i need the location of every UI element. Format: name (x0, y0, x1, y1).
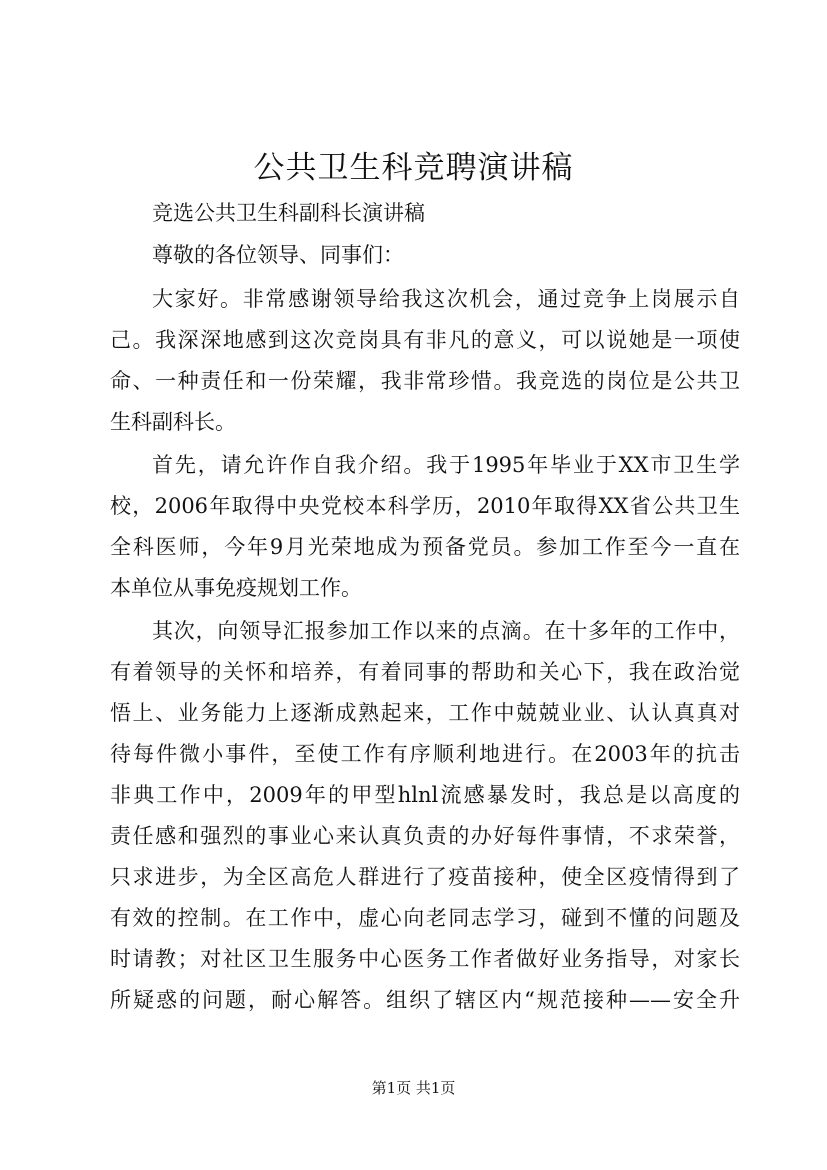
paragraph-line: 首先，请允许作自我介绍。我于1995年毕业于XX市卫生学 (152, 453, 740, 477)
paragraph-line: 己。我深深地感到这次竞岗具有非凡的意义，可以说她是一项使 (110, 328, 740, 352)
paragraph-line: 只求进步，为全区高危人群进行了疫苗接种，使全区疫情得到了 (110, 865, 740, 889)
paragraph-line: 本单位从事免疫规划工作。 (110, 576, 362, 600)
paragraph-line: 校，2006年取得中央党校本科学历，2010年取得XX省公共卫生 (110, 494, 740, 518)
paragraph-line: 有效的控制。在工作中，虚心向老同志学习，碰到不懂的问题及 (110, 906, 740, 930)
paragraph-line: 所疑惑的问题，耐心解答。组织了辖区内“规范接种——安全升 (110, 988, 740, 1012)
paragraph-line: 责任感和强烈的事业心来认真负责的办好每件事情，不求荣誉， (110, 824, 740, 848)
salutation-line: 尊敬的各位领导、同事们： (152, 243, 404, 267)
subtitle-line: 竞选公共卫生科副科长演讲稿 (152, 201, 425, 225)
paragraph-line: 时请教；对社区卫生服务中心医务工作者做好业务指导，对家长 (110, 947, 740, 971)
paragraph-line: 非典工作中，2009年的甲型hlnl流感暴发时，我总是以高度的 (110, 783, 740, 807)
paragraph-line: 有着领导的关怀和培养，有着同事的帮助和关心下，我在政治觉 (110, 660, 740, 684)
paragraph-line: 待每件微小事件，至使工作有序顺利地进行。在2003年的抗击 (110, 742, 740, 766)
document-title: 公共卫生科竞聘演讲稿 (253, 150, 574, 186)
paragraph-line: 悟上、业务能力上逐渐成熟起来，工作中兢兢业业、认认真真对 (110, 701, 740, 725)
paragraph-line: 大家好。非常感谢领导给我这次机会，通过竞争上岗展示自 (152, 287, 740, 311)
page-number-footer: 第1页 共1页 (371, 1079, 456, 1097)
paragraph-line: 命、一种责任和一份荣耀，我非常珍惜。我竞选的岗位是公共卫 (110, 369, 740, 393)
paragraph-line: 生科副科长。 (110, 410, 236, 434)
paragraph-line: 其次，向领导汇报参加工作以来的点滴。在十多年的工作中， (152, 619, 740, 643)
paragraph-line: 全科医师，今年9月光荣地成为预备党员。参加工作至今一直在 (110, 535, 740, 559)
